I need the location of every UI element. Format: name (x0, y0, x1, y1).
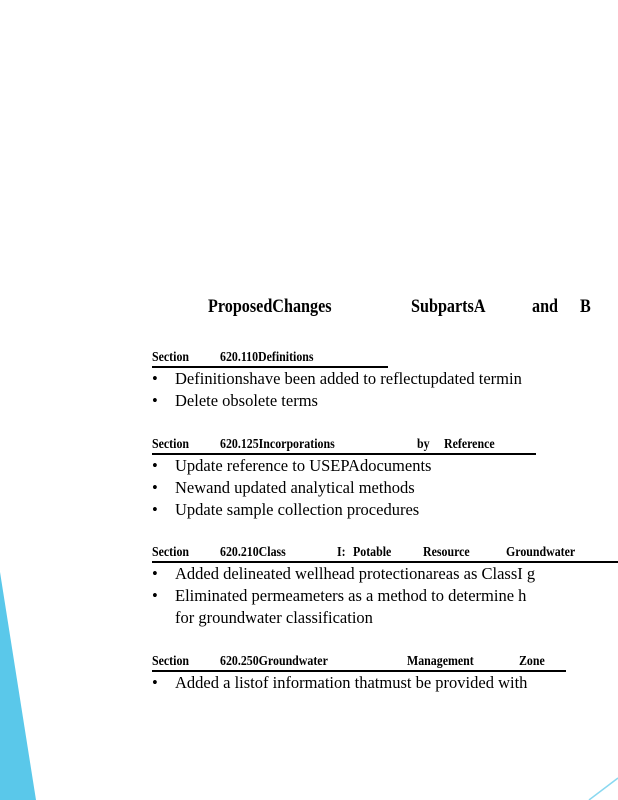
section-620-210 (152, 545, 618, 629)
section-title-word: I: (337, 545, 346, 560)
section-title-word: Management (407, 654, 474, 669)
list-item: • Added a listof information thatmust be provided with (152, 672, 618, 694)
list-item: • Newand updated analytical methods (152, 477, 618, 499)
title-word-3: and (532, 296, 559, 317)
list-item: • Update sample collection procedures (152, 499, 618, 521)
section-title-word: Groundwater (506, 545, 576, 560)
section-heading (152, 545, 618, 563)
list-item: • Eliminated permeameters as a method to determine h (152, 585, 618, 607)
bullet-list (152, 563, 618, 607)
section-number: 620.110Definitions (220, 350, 314, 365)
list-item: • Definitionshave been added to reflectupdated termin (152, 368, 618, 390)
section-title-word: Potable (353, 545, 392, 560)
section-label: Section (152, 654, 190, 669)
section-number: 620.210Class (220, 545, 286, 560)
section-title-word: by (417, 437, 430, 452)
section-620-110 (152, 350, 618, 412)
section-number: 620.125Incorporations (220, 437, 335, 452)
bullet-list (152, 672, 618, 694)
slide-title (0, 296, 618, 322)
section-number: 620.250Groundwater (220, 654, 328, 669)
corner-accent-line (589, 778, 618, 800)
section-heading (152, 350, 618, 368)
section-label: Section (152, 437, 190, 452)
title-word-4: B (580, 296, 591, 317)
bullet-list (152, 368, 618, 412)
list-item-continuation: for groundwater classification (175, 608, 373, 627)
section-620-125 (152, 437, 618, 521)
list-item: • Added delineated wellhead protectionareas as ClassI g (152, 563, 618, 585)
section-heading (152, 437, 618, 455)
list-item: • Delete obsolete terms (152, 390, 618, 412)
section-title-word: Resource (423, 545, 470, 560)
left-accent-triangle (0, 572, 36, 800)
title-word-1: ProposedChanges (208, 296, 332, 317)
title-word-2: SubpartsA (411, 296, 486, 317)
section-label: Section (152, 545, 190, 560)
section-title-word: Reference (444, 437, 495, 452)
bullet-list (152, 455, 618, 521)
section-title-word: Zone (519, 654, 545, 669)
list-item: • Update reference to USEPAdocuments (152, 455, 618, 477)
section-620-250 (152, 654, 618, 694)
section-heading (152, 654, 618, 672)
section-label: Section (152, 350, 190, 365)
